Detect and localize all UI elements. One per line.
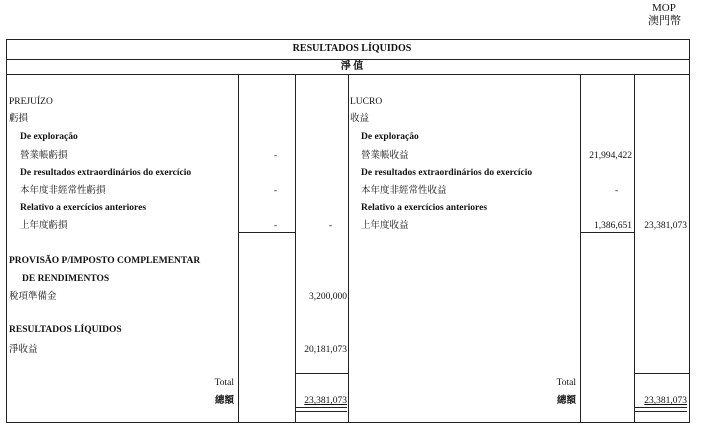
right-row-label: 上年度收益 [361,221,409,231]
page-title-zh: 淨 值 [340,61,364,72]
right-row-col2: 23,381,073 [644,221,687,231]
page-title: RESULTADOS LÍQUIDOS [292,43,412,54]
right-row-label: 本年度非經常性收益 [361,186,447,196]
left-row-label: 營業帳虧損 [20,151,68,161]
provision-value: 3,200,000 [309,292,347,302]
provision-zh: 稅項準備金 [9,292,57,302]
left-row-label: 本年度非經常性虧損 [20,186,106,196]
left-row-col1: - [274,186,278,196]
right-total-label-zh: 總額 [556,396,576,406]
left-row-label: De exploração [20,132,78,142]
provision-heading-2: DE RENDIMENTOS [22,274,110,284]
right-row-label: 營業帳收益 [361,151,409,161]
left-heading: PREJUÍZO [9,97,53,107]
left-total-value: 23,381,073 [304,396,347,406]
results-heading: RESULTADOS LÍQUIDOS [9,325,122,335]
left-total-label-zh: 總額 [214,396,234,406]
left-row-col1: - [274,221,278,231]
left-row-label: De resultados extraordinários do exercício [20,168,192,178]
left-row-label: Relativo a exercícios anteriores [20,203,147,213]
currency-code: MOP [652,2,676,14]
right-heading: LUCRO [350,97,383,107]
right-row-col1: - [615,186,619,196]
right-heading-zh: 收益 [350,114,370,124]
results-value: 20,181,073 [304,345,347,355]
results-zh: 淨收益 [9,345,38,355]
left-total-label: Total [214,378,234,388]
right-row-col1: 1,386,651 [594,221,632,231]
provision-heading: PROVISÃO P/IMPOSTO COMPLEMENTAR [9,256,201,266]
right-total-value: 23,381,073 [644,396,687,406]
right-row-col1: 21,994,422 [589,151,632,161]
currency-code-zh: 澳門幣 [648,15,681,27]
right-row-label: De resultados extraordinários do exercício [361,168,533,178]
right-total-label: Total [556,378,576,388]
left-row-label: 上年度虧損 [20,221,68,231]
right-row-label: De exploração [361,132,419,142]
right-row-label: Relativo a exercícios anteriores [361,203,488,213]
left-heading-zh: 虧損 [9,114,29,124]
left-row-col2: - [329,221,333,231]
left-row-col1: - [274,151,278,161]
